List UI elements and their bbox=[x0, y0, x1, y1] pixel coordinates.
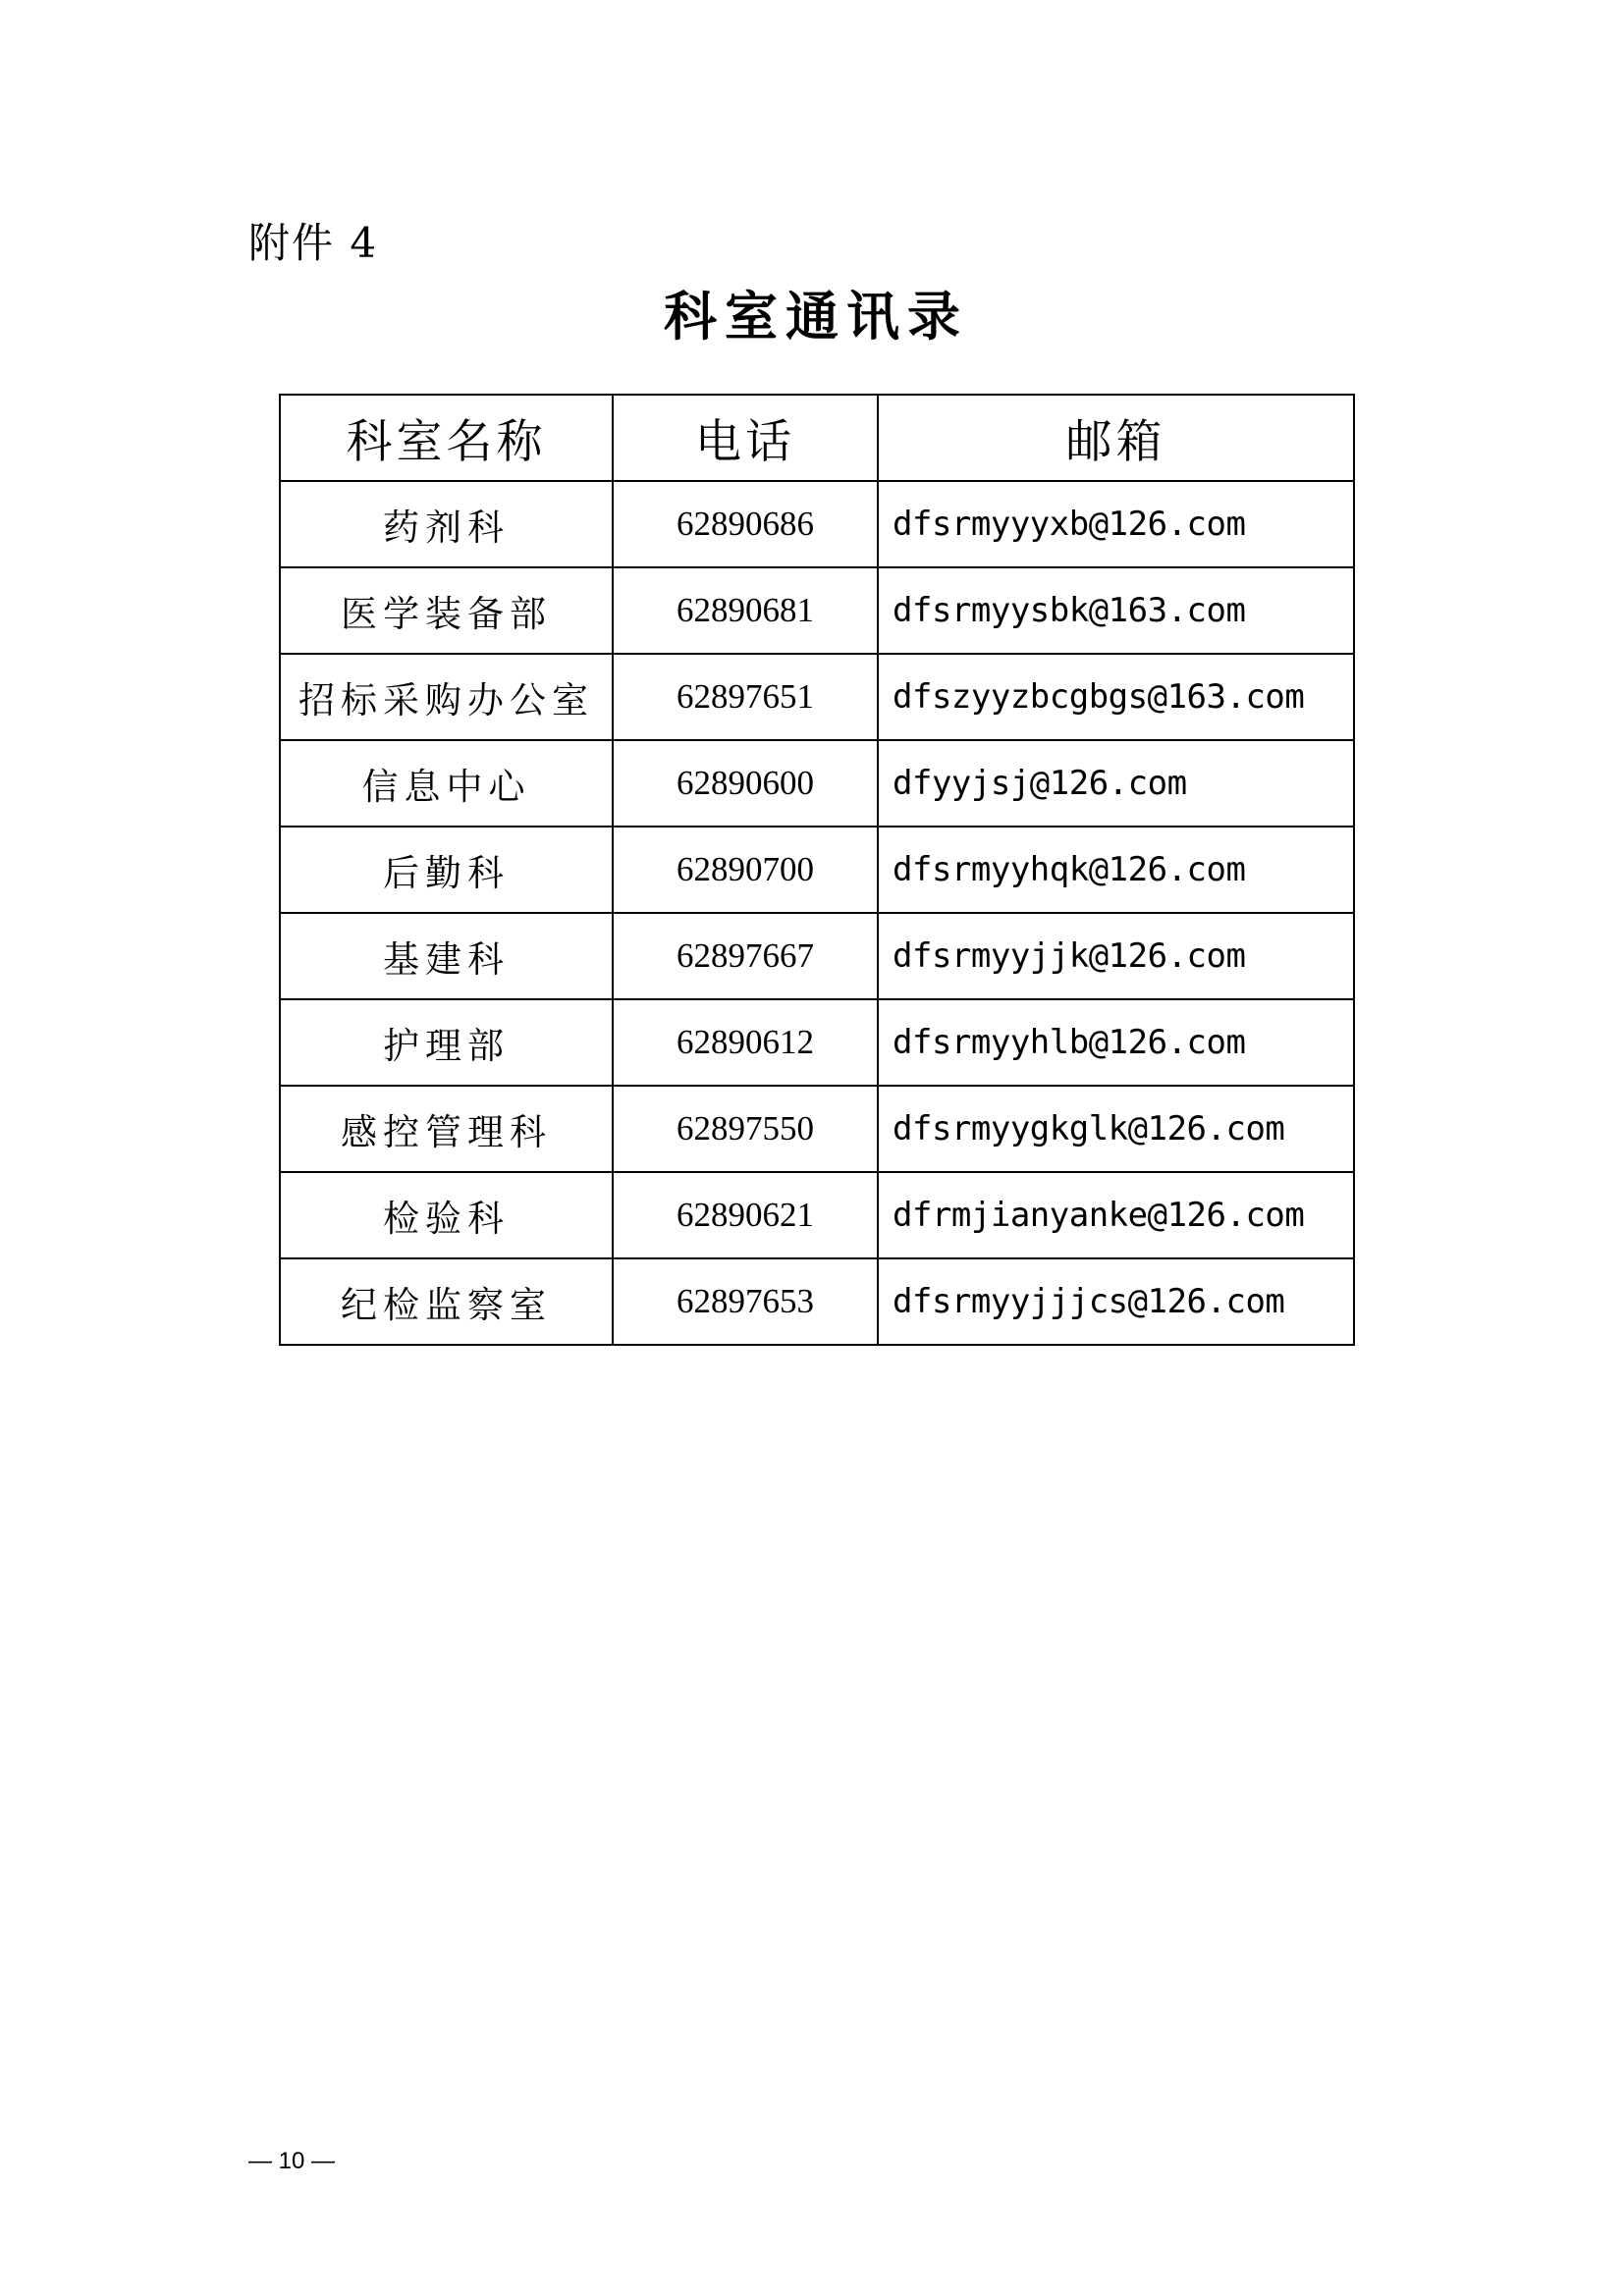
phone-cell: 62890686 bbox=[613, 481, 878, 567]
table-row bbox=[280, 481, 1354, 567]
department-name-cell: 信息中心 bbox=[280, 740, 613, 827]
phone-cell: 62890612 bbox=[613, 999, 878, 1086]
column-header-name: 科室名称 bbox=[280, 395, 613, 481]
department-name-cell: 基建科 bbox=[280, 913, 613, 999]
email-cell: dfsrmyyhlb@126.com bbox=[878, 999, 1354, 1086]
column-header-email: 邮箱 bbox=[878, 395, 1354, 481]
email-cell: dfsrmyyjjjcs@126.com bbox=[878, 1258, 1354, 1345]
table-row bbox=[280, 827, 1354, 913]
table-row bbox=[280, 1086, 1354, 1172]
table-row bbox=[280, 654, 1354, 740]
table-header-row bbox=[280, 395, 1354, 481]
page-title: 科室通讯录 bbox=[664, 286, 968, 347]
attachment-label: 附件 4 bbox=[248, 219, 379, 267]
email-cell: dfrmjianyanke@126.com bbox=[878, 1172, 1354, 1258]
department-name-cell: 招标采购办公室 bbox=[280, 654, 613, 740]
department-name-cell: 后勤科 bbox=[280, 827, 613, 913]
phone-cell: 62897667 bbox=[613, 913, 878, 999]
department-name-cell: 检验科 bbox=[280, 1172, 613, 1258]
phone-cell: 62890621 bbox=[613, 1172, 878, 1258]
department-directory-table bbox=[279, 394, 1355, 1346]
email-cell: dfsrmyyyxb@126.com bbox=[878, 481, 1354, 567]
table-row bbox=[280, 1172, 1354, 1258]
department-name-cell: 纪检监察室 bbox=[280, 1258, 613, 1345]
table-row bbox=[280, 740, 1354, 827]
page-number: — 10 — bbox=[248, 2148, 336, 2174]
phone-cell: 62890600 bbox=[613, 740, 878, 827]
email-cell: dfszyyzbcgbgs@163.com bbox=[878, 654, 1354, 740]
table-row bbox=[280, 1258, 1354, 1345]
department-name-cell: 医学装备部 bbox=[280, 567, 613, 654]
email-cell: dfsrmyysbk@163.com bbox=[878, 567, 1354, 654]
department-name-cell: 药剂科 bbox=[280, 481, 613, 567]
table-row bbox=[280, 567, 1354, 654]
table-row bbox=[280, 913, 1354, 999]
column-header-phone: 电话 bbox=[613, 395, 878, 481]
phone-cell: 62897550 bbox=[613, 1086, 878, 1172]
email-cell: dfsrmyygkglk@126.com bbox=[878, 1086, 1354, 1172]
table-row bbox=[280, 999, 1354, 1086]
email-cell: dfsrmyyhqk@126.com bbox=[878, 827, 1354, 913]
phone-cell: 62897653 bbox=[613, 1258, 878, 1345]
phone-cell: 62897651 bbox=[613, 654, 878, 740]
phone-cell: 62890700 bbox=[613, 827, 878, 913]
phone-cell: 62890681 bbox=[613, 567, 878, 654]
department-name-cell: 护理部 bbox=[280, 999, 613, 1086]
email-cell: dfsrmyyjjk@126.com bbox=[878, 913, 1354, 999]
department-name-cell: 感控管理科 bbox=[280, 1086, 613, 1172]
email-cell: dfyyjsj@126.com bbox=[878, 740, 1354, 827]
